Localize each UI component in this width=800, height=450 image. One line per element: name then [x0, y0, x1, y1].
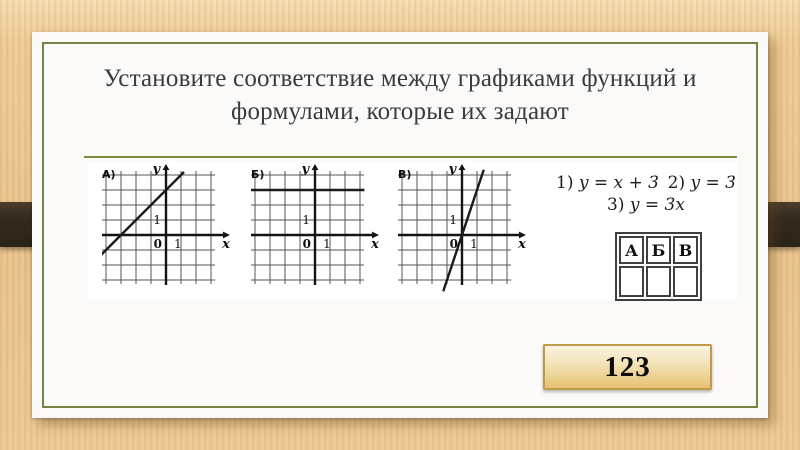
function-line — [102, 172, 184, 256]
graph-b — [251, 163, 385, 295]
formula-list — [556, 173, 736, 215]
answer-table-cell-2 — [646, 266, 671, 297]
formula-3-number: 3) — [607, 195, 625, 215]
y-axis-arrow — [163, 164, 170, 170]
y-unit-label: 1 — [153, 213, 161, 227]
formula-1-equation: y = x + 3 — [578, 173, 659, 193]
graph-b-plot — [251, 163, 385, 295]
answer-table-header-row — [619, 236, 698, 264]
x-axis-label: x — [371, 237, 379, 252]
formula-1 — [556, 173, 659, 193]
slide — [32, 32, 768, 418]
graph-v-plot — [398, 163, 532, 295]
origin-label: 0 — [449, 237, 458, 251]
y-unit-label: 1 — [449, 213, 457, 227]
y-unit-label: 1 — [302, 213, 310, 227]
slide-title: Установите соответствие между графиками функций и формулами, которые их задают — [103, 65, 697, 125]
origin-label: 0 — [153, 237, 162, 251]
answer-table-header-1: А — [619, 236, 644, 264]
graph-b-label: Б) — [251, 168, 265, 181]
answer-table-cell-1 — [619, 266, 644, 297]
formula-2 — [668, 173, 736, 193]
graph-a-label: А) — [102, 168, 116, 181]
exercise-image — [88, 161, 737, 300]
y-axis-label: y — [152, 163, 160, 177]
x-axis-label: x — [518, 237, 526, 252]
graph-a-plot — [102, 163, 236, 295]
title-divider — [84, 156, 737, 158]
graph-v — [398, 163, 532, 295]
formula-3-equation: y = 3x — [629, 195, 685, 215]
formula-row-2 — [556, 195, 736, 215]
answer-button[interactable]: 123 — [543, 344, 712, 390]
y-axis-label: y — [301, 163, 309, 177]
function-line — [443, 170, 484, 292]
graph-v-label: В) — [398, 168, 412, 181]
formula-3 — [607, 195, 685, 215]
formula-1-number: 1) — [556, 173, 574, 193]
answer-table-cell-3 — [673, 266, 698, 297]
answer-table-header-2: Б — [646, 236, 671, 264]
graph-a — [102, 163, 236, 295]
x-axis-label: x — [222, 237, 230, 252]
y-axis-arrow — [459, 164, 466, 170]
answer-table-answer-row — [619, 266, 698, 297]
formula-2-number: 2) — [667, 173, 686, 193]
y-axis-label: y — [448, 163, 456, 177]
x-unit-label: 1 — [323, 237, 331, 251]
x-unit-label: 1 — [174, 237, 182, 251]
origin-label: 0 — [302, 237, 311, 251]
formula-row-1 — [556, 173, 736, 193]
x-unit-label: 1 — [470, 237, 478, 251]
y-axis-arrow — [312, 164, 319, 170]
answer-table — [615, 232, 702, 301]
formula-2-equation: y = 3 — [690, 173, 736, 193]
answer-table-header-3: В — [673, 236, 698, 264]
